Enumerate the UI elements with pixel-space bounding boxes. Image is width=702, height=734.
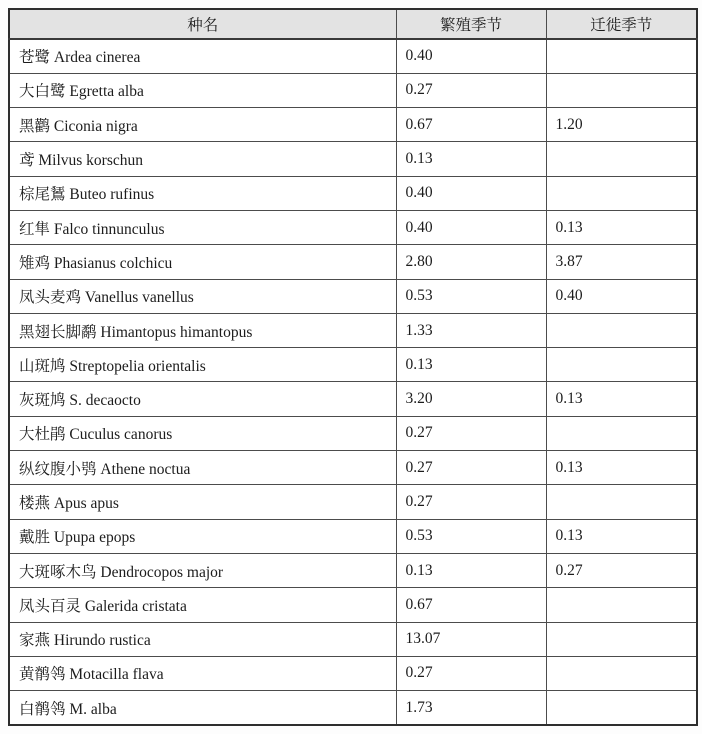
table-row (9, 279, 697, 313)
cell-species-name: 戴胜 Upupa epops (9, 519, 396, 553)
cell-migration-value: 0.27 (546, 553, 697, 587)
cell-breeding-value: 0.40 (396, 210, 546, 244)
cell-migration-value (546, 656, 697, 690)
table-row (9, 210, 697, 244)
cell-species-name: 灰斑鸠 S. decaocto (9, 382, 396, 416)
cell-breeding-value: 0.27 (396, 416, 546, 450)
table-row (9, 519, 697, 553)
cell-breeding-value: 0.27 (396, 73, 546, 107)
table-row (9, 176, 697, 210)
cell-species-name: 苍鹭 Ardea cinerea (9, 39, 396, 73)
table-row (9, 691, 697, 725)
cell-breeding-value: 0.27 (396, 485, 546, 519)
cell-breeding-value: 0.40 (396, 39, 546, 73)
table-row (9, 588, 697, 622)
cell-breeding-value: 0.53 (396, 279, 546, 313)
cell-species-name: 楼燕 Apus apus (9, 485, 396, 519)
cell-migration-value (546, 176, 697, 210)
cell-breeding-value: 1.73 (396, 691, 546, 725)
cell-migration-value (546, 73, 697, 107)
cell-species-name: 白鹡鸰 M. alba (9, 691, 396, 725)
cell-migration-value: 1.20 (546, 108, 697, 142)
table-row (9, 622, 697, 656)
cell-species-name: 黄鹡鸰 Motacilla flava (9, 656, 396, 690)
cell-migration-value (546, 588, 697, 622)
column-header-breeding-season: 繁殖季节 (396, 9, 546, 39)
cell-species-name: 大杜鹃 Cuculus canorus (9, 416, 396, 450)
cell-migration-value: 0.13 (546, 519, 697, 553)
cell-migration-value: 0.40 (546, 279, 697, 313)
table-row (9, 451, 697, 485)
cell-breeding-value: 2.80 (396, 245, 546, 279)
table-row (9, 313, 697, 347)
cell-breeding-value: 0.40 (396, 176, 546, 210)
cell-migration-value (546, 313, 697, 347)
table-row (9, 553, 697, 587)
cell-breeding-value: 0.67 (396, 588, 546, 622)
cell-species-name: 黑翅长脚鹬 Himantopus himantopus (9, 313, 396, 347)
column-header-migration-season: 迁徙季节 (546, 9, 697, 39)
cell-migration-value: 0.13 (546, 382, 697, 416)
cell-species-name: 家燕 Hirundo rustica (9, 622, 396, 656)
table-row (9, 108, 697, 142)
cell-species-name: 红隼 Falco tinnunculus (9, 210, 396, 244)
cell-species-name: 山斑鸠 Streptopelia orientalis (9, 348, 396, 382)
cell-breeding-value: 0.67 (396, 108, 546, 142)
table-row (9, 39, 697, 73)
cell-breeding-value: 0.13 (396, 553, 546, 587)
table-row (9, 382, 697, 416)
cell-breeding-value: 1.33 (396, 313, 546, 347)
cell-breeding-value: 0.27 (396, 451, 546, 485)
cell-migration-value: 0.13 (546, 210, 697, 244)
table-row (9, 656, 697, 690)
cell-breeding-value: 0.27 (396, 656, 546, 690)
cell-migration-value (546, 142, 697, 176)
cell-breeding-value: 0.13 (396, 142, 546, 176)
cell-migration-value: 0.13 (546, 451, 697, 485)
cell-species-name: 棕尾鵟 Buteo rufinus (9, 176, 396, 210)
cell-species-name: 凤头麦鸡 Vanellus vanellus (9, 279, 396, 313)
cell-species-name: 大白鹭 Egretta alba (9, 73, 396, 107)
cell-migration-value (546, 691, 697, 725)
bird-season-frequency-table (8, 8, 698, 726)
cell-migration-value: 3.87 (546, 245, 697, 279)
header-row (9, 9, 697, 39)
cell-migration-value (546, 348, 697, 382)
cell-species-name: 雉鸡 Phasianus colchicu (9, 245, 396, 279)
cell-migration-value (546, 485, 697, 519)
cell-migration-value (546, 622, 697, 656)
cell-migration-value (546, 39, 697, 73)
cell-species-name: 凤头百灵 Galerida cristata (9, 588, 396, 622)
cell-species-name: 大斑啄木鸟 Dendrocopos major (9, 553, 396, 587)
table-row (9, 485, 697, 519)
cell-breeding-value: 13.07 (396, 622, 546, 656)
cell-breeding-value: 0.53 (396, 519, 546, 553)
table-row (9, 73, 697, 107)
cell-breeding-value: 0.13 (396, 348, 546, 382)
table-row (9, 348, 697, 382)
table-row (9, 245, 697, 279)
column-header-species: 种名 (9, 9, 396, 39)
cell-breeding-value: 3.20 (396, 382, 546, 416)
cell-species-name: 纵纹腹小鸮 Athene noctua (9, 451, 396, 485)
cell-migration-value (546, 416, 697, 450)
cell-species-name: 黑鹳 Ciconia nigra (9, 108, 396, 142)
table-row (9, 142, 697, 176)
table-row (9, 416, 697, 450)
cell-species-name: 鸢 Milvus korschun (9, 142, 396, 176)
